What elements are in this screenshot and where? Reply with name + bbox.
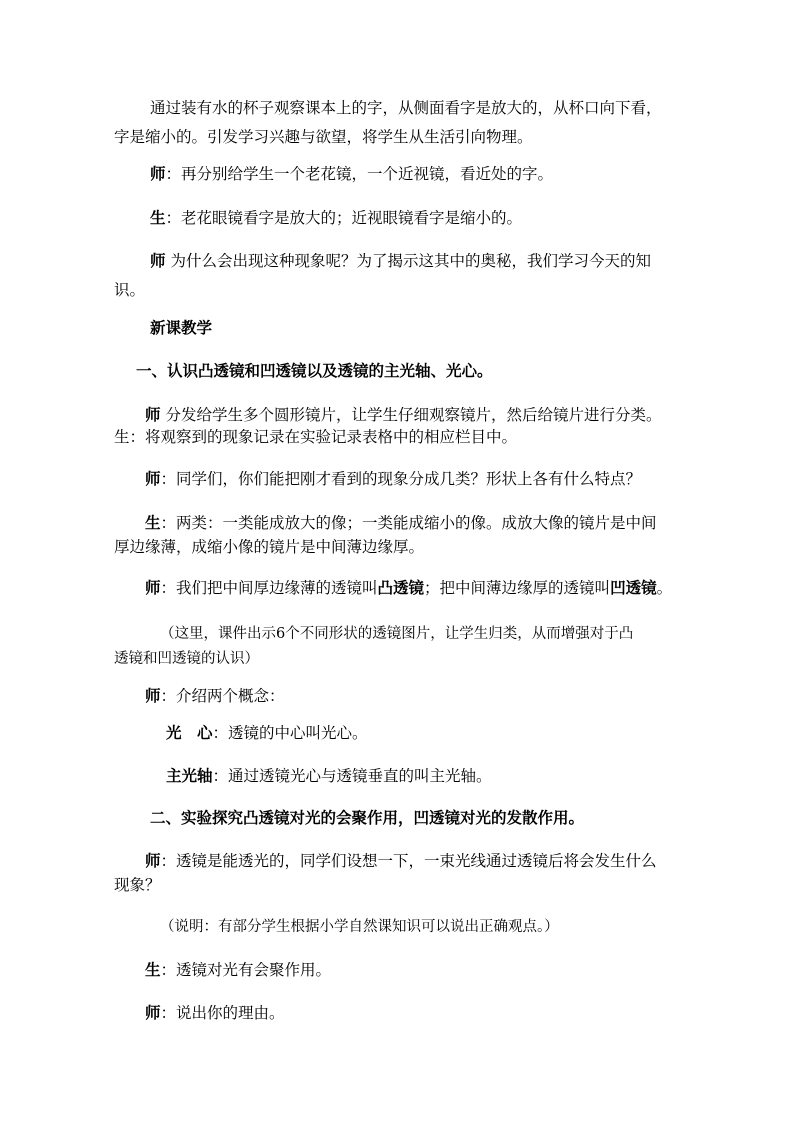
definition-term: 主光轴: [166, 767, 213, 785]
definition-term: 光 心: [166, 724, 213, 742]
speaker-label: 师: [145, 1004, 161, 1022]
dialogue-line-cont: 现象？: [114, 876, 161, 894]
term-concave-lens: 凹透镜: [610, 579, 657, 597]
speaker-label: 生: [150, 209, 166, 227]
dialogue-line-cont: 识。: [114, 281, 146, 299]
dialogue-line: 生：老花眼镜看字是放大的；近视眼镜看字是缩小的。: [150, 209, 523, 227]
speaker-label: 师: [145, 406, 161, 424]
dialogue-line-cont: 厚边缘薄，成缩小像的镜片是中间薄边缘厚。: [114, 538, 425, 556]
section-heading: 二、实验探究凸透镜对光的会聚作用，凹透镜对光的发散作用。: [150, 809, 585, 827]
dialogue-line: 师：说出你的理由。: [145, 1004, 285, 1022]
paragraph-cont: 字是缩小的。引发学习兴趣与欲望，将学生从生活引向物理。: [114, 128, 533, 146]
term-convex-lens: 凸透镜: [377, 579, 425, 597]
speaker-label: 师: [150, 165, 166, 183]
dialogue-line: 师：介绍两个概念：: [145, 687, 285, 705]
dialogue-line-cont: 生：将观察到的现象记录在实验记录表格中的相应栏目中。: [114, 428, 518, 446]
teacher-note: （这里，课件出示6个不同形状的透镜图片，让学生归类，从而增强对于凸: [160, 626, 634, 642]
teacher-note-cont: 透镜和凹透镜的认识）: [114, 651, 259, 667]
speaker-label: 生: [145, 961, 161, 979]
paragraph: 通过装有水的杯子观察课本上的字，从侧面看字是放大的，从杯口向下看，: [150, 99, 662, 117]
teacher-note: （说明：有部分学生根据小学自然课知识可以说出正确观点。）: [160, 919, 559, 935]
dialogue-line: 师：同学们，你们能把刚才看到的现象分成几类？形状上各有什么特点？: [145, 470, 642, 488]
speaker-label: 生: [145, 514, 161, 532]
definition-principal-axis: 主光轴：通过透镜光心与透镜垂直的叫主光轴。: [166, 767, 492, 785]
dialogue-line: 师：透镜是能透光的，同学们设想一下，一束光线通过透镜后将会发生什么: [145, 852, 657, 870]
dialogue-line: 师：我们把中间厚边缘薄的透镜叫凸透镜；把中间薄边缘厚的透镜叫凹透镜。: [145, 579, 673, 597]
definition-optical-center: 光 心：透镜的中心叫光心。: [166, 724, 368, 742]
dialogue-line: 师：再分别给学生一个老花镜，一个近视镜，看近处的字。: [150, 165, 554, 183]
section-heading: 一、认识凸透镜和凹透镜以及透镜的主光轴、光心。: [136, 362, 493, 380]
dialogue-line: 师 分发给学生多个圆形镜片，让学生仔细观察镜片，然后给镜片进行分类。: [145, 406, 662, 424]
speaker-label: 师: [145, 470, 161, 488]
speaker-label: 师: [145, 579, 161, 597]
speaker-label: 师: [145, 852, 161, 870]
speaker-label: 师: [150, 252, 166, 270]
dialogue-line: 生：两类：一类能成放大的像；一类能成缩小的像。成放大像的镜片是中间: [145, 514, 657, 532]
dialogue-line: 师 为什么会出现这种现象呢？为了揭示这其中的奥秘，我们学习今天的知: [150, 252, 651, 270]
dialogue-line: 生：透镜对光有会聚作用。: [145, 961, 332, 979]
section-heading: 新课教学: [150, 319, 213, 337]
speaker-label: 师: [145, 687, 161, 705]
